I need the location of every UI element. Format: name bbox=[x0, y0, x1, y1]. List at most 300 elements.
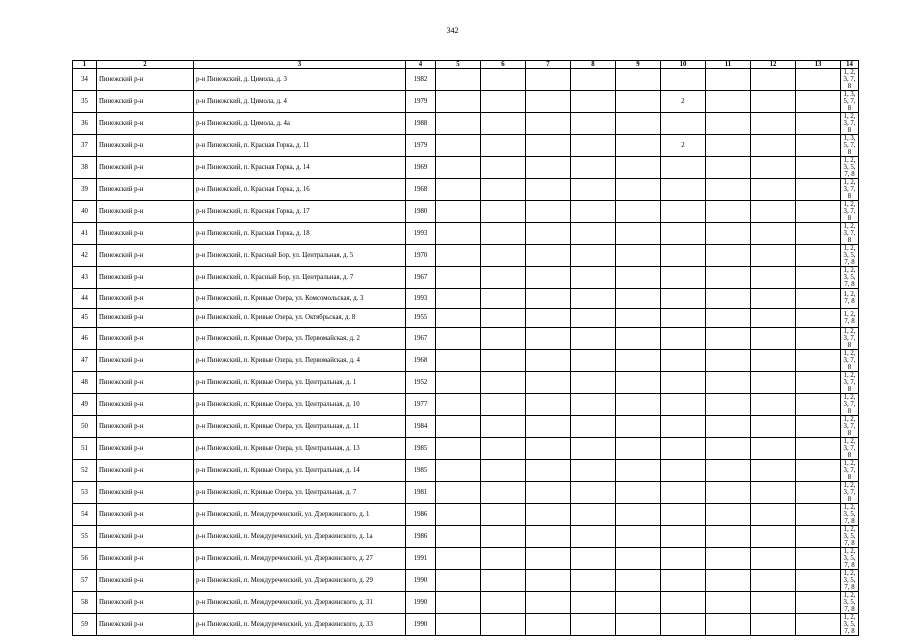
column-12-cell bbox=[751, 113, 796, 135]
column-12-cell bbox=[751, 526, 796, 548]
column-9-cell bbox=[616, 157, 661, 179]
column-7-cell bbox=[526, 372, 571, 394]
column-7-cell bbox=[526, 91, 571, 113]
year-cell: 1979 bbox=[406, 135, 436, 157]
column-10-cell bbox=[661, 482, 706, 504]
column-8-cell bbox=[571, 570, 616, 592]
address-cell: р-н Пинежский, п. Кривые Озера, ул. Центральная, д. 7 bbox=[194, 482, 406, 504]
column-8-cell bbox=[571, 113, 616, 135]
column-6-cell bbox=[481, 267, 526, 289]
column-12-cell bbox=[751, 245, 796, 267]
address-cell: р-н Пинежский, п. Красная Горка, д. 17 bbox=[194, 201, 406, 223]
district-cell: Пинежский р-н bbox=[97, 113, 194, 135]
column-13-cell bbox=[796, 460, 841, 482]
row-number: 37 bbox=[73, 135, 97, 157]
year-cell: 1955 bbox=[406, 308, 436, 328]
year-cell: 1993 bbox=[406, 289, 436, 309]
column-8-cell bbox=[571, 157, 616, 179]
address-cell: р-н Пинежский, д. Цимола, д. 4 bbox=[194, 91, 406, 113]
year-cell: 1967 bbox=[406, 267, 436, 289]
column-5-cell bbox=[436, 548, 481, 570]
column-7-cell bbox=[526, 179, 571, 201]
column-13-cell bbox=[796, 548, 841, 570]
column-13-cell bbox=[796, 91, 841, 113]
column-6-cell bbox=[481, 482, 526, 504]
row-number: 49 bbox=[73, 394, 97, 416]
column-10-cell bbox=[661, 201, 706, 223]
column-7-cell bbox=[526, 394, 571, 416]
address-cell: р-н Пинежский, п. Междуреченский, ул. Дзержинского, д. 1а bbox=[194, 526, 406, 548]
column-13-cell bbox=[796, 350, 841, 372]
table-row bbox=[73, 526, 859, 548]
row-number: 48 bbox=[73, 372, 97, 394]
column-10-cell bbox=[661, 614, 706, 636]
column-8-cell bbox=[571, 179, 616, 201]
column-header-10: 10 bbox=[661, 61, 706, 69]
table-row bbox=[73, 350, 859, 372]
column-7-cell bbox=[526, 416, 571, 438]
district-cell: Пинежский р-н bbox=[97, 460, 194, 482]
column-7-cell bbox=[526, 438, 571, 460]
column-12-cell bbox=[751, 179, 796, 201]
column-9-cell bbox=[616, 223, 661, 245]
column-11-cell bbox=[706, 157, 751, 179]
column-8-cell bbox=[571, 267, 616, 289]
column-6-cell bbox=[481, 289, 526, 309]
column-10-cell: 2 bbox=[661, 135, 706, 157]
column-11-cell bbox=[706, 526, 751, 548]
table-row bbox=[73, 267, 859, 289]
column-13-cell bbox=[796, 135, 841, 157]
column-8-cell bbox=[571, 135, 616, 157]
column-8-cell bbox=[571, 69, 616, 91]
column-13-cell bbox=[796, 526, 841, 548]
column-9-cell bbox=[616, 570, 661, 592]
column-7-cell bbox=[526, 328, 571, 350]
codes-cell: 1, 2, 3, 7, 8 bbox=[841, 223, 859, 245]
column-10-cell bbox=[661, 289, 706, 309]
year-cell: 1985 bbox=[406, 460, 436, 482]
column-6-cell bbox=[481, 245, 526, 267]
address-cell: р-н Пинежский, п. Междуреченский, ул. Дзержинского, д. 1 bbox=[194, 504, 406, 526]
year-cell: 1969 bbox=[406, 157, 436, 179]
year-cell: 1982 bbox=[406, 69, 436, 91]
column-10-cell bbox=[661, 113, 706, 135]
codes-cell: 1, 2, 3, 7, 8 bbox=[841, 350, 859, 372]
column-9-cell bbox=[616, 69, 661, 91]
row-number: 50 bbox=[73, 416, 97, 438]
column-12-cell bbox=[751, 438, 796, 460]
column-10-cell bbox=[661, 372, 706, 394]
column-8-cell bbox=[571, 394, 616, 416]
column-header-8: 8 bbox=[571, 61, 616, 69]
year-cell: 1986 bbox=[406, 504, 436, 526]
column-5-cell bbox=[436, 438, 481, 460]
table-row bbox=[73, 201, 859, 223]
column-11-cell bbox=[706, 289, 751, 309]
column-10-cell bbox=[661, 179, 706, 201]
column-9-cell bbox=[616, 201, 661, 223]
column-6-cell bbox=[481, 201, 526, 223]
address-cell: р-н Пинежский, п. Междуреченский, ул. Дзержинского, д. 27 bbox=[194, 548, 406, 570]
district-cell: Пинежский р-н bbox=[97, 308, 194, 328]
row-number: 57 bbox=[73, 570, 97, 592]
column-5-cell bbox=[436, 245, 481, 267]
column-13-cell bbox=[796, 267, 841, 289]
column-5-cell bbox=[436, 69, 481, 91]
column-5-cell bbox=[436, 179, 481, 201]
column-13-cell bbox=[796, 570, 841, 592]
column-6-cell bbox=[481, 504, 526, 526]
column-5-cell bbox=[436, 201, 481, 223]
district-cell: Пинежский р-н bbox=[97, 438, 194, 460]
column-6-cell bbox=[481, 394, 526, 416]
column-5-cell bbox=[436, 113, 481, 135]
column-8-cell bbox=[571, 289, 616, 309]
codes-cell: 1, 2, 3, 5, 7, 8 bbox=[841, 548, 859, 570]
column-9-cell bbox=[616, 328, 661, 350]
codes-cell: 1, 2, 3, 7, 8 bbox=[841, 69, 859, 91]
column-12-cell bbox=[751, 614, 796, 636]
column-12-cell bbox=[751, 548, 796, 570]
year-cell: 1985 bbox=[406, 438, 436, 460]
column-9-cell bbox=[616, 548, 661, 570]
row-number: 44 bbox=[73, 289, 97, 309]
year-cell: 1977 bbox=[406, 394, 436, 416]
column-12-cell bbox=[751, 460, 796, 482]
column-6-cell bbox=[481, 548, 526, 570]
row-number: 36 bbox=[73, 113, 97, 135]
column-9-cell bbox=[616, 135, 661, 157]
codes-cell: 1, 3, 5, 7, 8 bbox=[841, 91, 859, 113]
codes-cell: 1, 3, 5, 7, 8 bbox=[841, 135, 859, 157]
column-13-cell bbox=[796, 245, 841, 267]
row-number: 40 bbox=[73, 201, 97, 223]
column-header-1: 1 bbox=[73, 61, 97, 69]
table-row bbox=[73, 372, 859, 394]
address-cell: р-н Пинежский, п. Кривые Озера, ул. Первомайская, д. 4 bbox=[194, 350, 406, 372]
column-13-cell bbox=[796, 504, 841, 526]
column-13-cell bbox=[796, 416, 841, 438]
column-7-cell bbox=[526, 113, 571, 135]
codes-cell: 1, 2, 3, 7, 8 bbox=[841, 438, 859, 460]
column-10-cell bbox=[661, 416, 706, 438]
column-6-cell bbox=[481, 179, 526, 201]
column-11-cell bbox=[706, 350, 751, 372]
column-10-cell bbox=[661, 504, 706, 526]
district-cell: Пинежский р-н bbox=[97, 328, 194, 350]
column-11-cell bbox=[706, 328, 751, 350]
column-5-cell bbox=[436, 504, 481, 526]
column-8-cell bbox=[571, 328, 616, 350]
column-5-cell bbox=[436, 460, 481, 482]
column-6-cell bbox=[481, 438, 526, 460]
column-6-cell bbox=[481, 135, 526, 157]
column-7-cell bbox=[526, 69, 571, 91]
codes-cell: 1, 2, 3, 5, 7, 8 bbox=[841, 614, 859, 636]
column-11-cell bbox=[706, 308, 751, 328]
column-6-cell bbox=[481, 69, 526, 91]
column-header-14: 14 bbox=[841, 61, 859, 69]
district-cell: Пинежский р-н bbox=[97, 245, 194, 267]
row-number: 45 bbox=[73, 308, 97, 328]
column-9-cell bbox=[616, 372, 661, 394]
column-11-cell bbox=[706, 438, 751, 460]
column-11-cell bbox=[706, 394, 751, 416]
column-10-cell bbox=[661, 460, 706, 482]
column-8-cell bbox=[571, 504, 616, 526]
column-10-cell bbox=[661, 526, 706, 548]
column-13-cell bbox=[796, 372, 841, 394]
column-10-cell bbox=[661, 570, 706, 592]
row-number: 34 bbox=[73, 69, 97, 91]
column-10-cell bbox=[661, 69, 706, 91]
address-cell: р-н Пинежский, п. Кривые Озера, ул. Центральная, д. 11 bbox=[194, 416, 406, 438]
column-10-cell bbox=[661, 548, 706, 570]
column-9-cell bbox=[616, 113, 661, 135]
district-cell: Пинежский р-н bbox=[97, 592, 194, 614]
district-cell: Пинежский р-н bbox=[97, 267, 194, 289]
column-12-cell bbox=[751, 289, 796, 309]
column-11-cell bbox=[706, 460, 751, 482]
column-9-cell bbox=[616, 179, 661, 201]
column-8-cell bbox=[571, 223, 616, 245]
row-number: 53 bbox=[73, 482, 97, 504]
column-9-cell bbox=[616, 614, 661, 636]
codes-cell: 1, 2, 7, 8 bbox=[841, 289, 859, 309]
header-row bbox=[73, 61, 859, 69]
column-7-cell bbox=[526, 223, 571, 245]
column-7-cell bbox=[526, 350, 571, 372]
table-row bbox=[73, 460, 859, 482]
table-row bbox=[73, 113, 859, 135]
column-12-cell bbox=[751, 91, 796, 113]
column-9-cell bbox=[616, 308, 661, 328]
column-13-cell bbox=[796, 328, 841, 350]
column-11-cell bbox=[706, 416, 751, 438]
column-11-cell bbox=[706, 592, 751, 614]
column-12-cell bbox=[751, 416, 796, 438]
column-10-cell bbox=[661, 267, 706, 289]
column-12-cell bbox=[751, 267, 796, 289]
column-7-cell bbox=[526, 201, 571, 223]
address-cell: р-н Пинежский, п. Междуреченский, ул. Дзержинского, д. 31 bbox=[194, 592, 406, 614]
year-cell: 1986 bbox=[406, 526, 436, 548]
column-9-cell bbox=[616, 460, 661, 482]
address-cell: р-н Пинежский, п. Междуреченский, ул. Дзержинского, д. 33 bbox=[194, 614, 406, 636]
district-cell: Пинежский р-н bbox=[97, 201, 194, 223]
column-11-cell bbox=[706, 570, 751, 592]
table-row bbox=[73, 416, 859, 438]
column-6-cell bbox=[481, 372, 526, 394]
address-cell: р-н Пинежский, п. Красный Бор, ул. Центральная, д. 5 bbox=[194, 245, 406, 267]
column-7-cell bbox=[526, 548, 571, 570]
column-7-cell bbox=[526, 614, 571, 636]
codes-cell: 1, 2, 3, 5, 7, 8 bbox=[841, 526, 859, 548]
table-row bbox=[73, 482, 859, 504]
district-cell: Пинежский р-н bbox=[97, 289, 194, 309]
address-cell: р-н Пинежский, п. Кривые Озера, ул. Центральная, д. 13 bbox=[194, 438, 406, 460]
codes-cell: 1, 2, 7, 8 bbox=[841, 308, 859, 328]
table-row bbox=[73, 289, 859, 309]
codes-cell: 1, 2, 3, 7, 8 bbox=[841, 416, 859, 438]
column-13-cell bbox=[796, 223, 841, 245]
column-6-cell bbox=[481, 328, 526, 350]
column-5-cell bbox=[436, 526, 481, 548]
column-13-cell bbox=[796, 592, 841, 614]
table-row bbox=[73, 223, 859, 245]
district-cell: Пинежский р-н bbox=[97, 416, 194, 438]
codes-cell: 1, 2, 3, 7, 8 bbox=[841, 460, 859, 482]
column-5-cell bbox=[436, 614, 481, 636]
column-12-cell bbox=[751, 157, 796, 179]
table-row bbox=[73, 570, 859, 592]
column-8-cell bbox=[571, 245, 616, 267]
column-7-cell bbox=[526, 245, 571, 267]
column-5-cell bbox=[436, 394, 481, 416]
year-cell: 1981 bbox=[406, 482, 436, 504]
district-cell: Пинежский р-н bbox=[97, 179, 194, 201]
address-cell: р-н Пинежский, п. Красная Горка, д. 16 bbox=[194, 179, 406, 201]
codes-cell: 1, 2, 3, 7, 8 bbox=[841, 113, 859, 135]
column-11-cell bbox=[706, 201, 751, 223]
address-cell: р-н Пинежский, п. Междуреченский, ул. Дзержинского, д. 29 bbox=[194, 570, 406, 592]
codes-cell: 1, 2, 3, 5, 7, 8 bbox=[841, 267, 859, 289]
column-12-cell bbox=[751, 328, 796, 350]
column-5-cell bbox=[436, 91, 481, 113]
district-cell: Пинежский р-н bbox=[97, 614, 194, 636]
column-5-cell bbox=[436, 223, 481, 245]
column-header-12: 12 bbox=[751, 61, 796, 69]
column-13-cell bbox=[796, 179, 841, 201]
column-8-cell bbox=[571, 350, 616, 372]
column-7-cell bbox=[526, 504, 571, 526]
row-number: 41 bbox=[73, 223, 97, 245]
column-header-9: 9 bbox=[616, 61, 661, 69]
column-5-cell bbox=[436, 289, 481, 309]
column-6-cell bbox=[481, 113, 526, 135]
column-13-cell bbox=[796, 289, 841, 309]
row-number: 39 bbox=[73, 179, 97, 201]
column-11-cell bbox=[706, 91, 751, 113]
column-7-cell bbox=[526, 570, 571, 592]
column-10-cell bbox=[661, 438, 706, 460]
column-5-cell bbox=[436, 328, 481, 350]
codes-cell: 1, 2, 3, 5, 7, 8 bbox=[841, 245, 859, 267]
district-cell: Пинежский р-н bbox=[97, 482, 194, 504]
column-8-cell bbox=[571, 460, 616, 482]
column-13-cell bbox=[796, 308, 841, 328]
year-cell: 1984 bbox=[406, 416, 436, 438]
column-header-3: 3 bbox=[194, 61, 406, 69]
column-11-cell bbox=[706, 135, 751, 157]
column-7-cell bbox=[526, 592, 571, 614]
column-10-cell bbox=[661, 308, 706, 328]
row-number: 51 bbox=[73, 438, 97, 460]
address-cell: р-н Пинежский, п. Кривые Озера, ул. Центральная, д. 10 bbox=[194, 394, 406, 416]
table-row bbox=[73, 438, 859, 460]
column-header-4: 4 bbox=[406, 61, 436, 69]
column-9-cell bbox=[616, 526, 661, 548]
column-5-cell bbox=[436, 308, 481, 328]
column-13-cell bbox=[796, 438, 841, 460]
column-10-cell bbox=[661, 245, 706, 267]
column-6-cell bbox=[481, 614, 526, 636]
address-cell: р-н Пинежский, п. Красная Горка, д. 18 bbox=[194, 223, 406, 245]
table-body bbox=[73, 69, 859, 636]
column-5-cell bbox=[436, 267, 481, 289]
district-cell: Пинежский р-н bbox=[97, 223, 194, 245]
column-13-cell bbox=[796, 157, 841, 179]
column-12-cell bbox=[751, 482, 796, 504]
address-cell: р-н Пинежский, п. Кривые Озера, ул. Первомайская, д. 2 bbox=[194, 328, 406, 350]
column-11-cell bbox=[706, 179, 751, 201]
year-cell: 1980 bbox=[406, 201, 436, 223]
district-cell: Пинежский р-н bbox=[97, 69, 194, 91]
column-7-cell bbox=[526, 135, 571, 157]
page-number: 342 bbox=[446, 26, 459, 35]
column-9-cell bbox=[616, 504, 661, 526]
column-10-cell: 2 bbox=[661, 91, 706, 113]
column-10-cell bbox=[661, 394, 706, 416]
district-cell: Пинежский р-н bbox=[97, 504, 194, 526]
row-number: 35 bbox=[73, 91, 97, 113]
column-6-cell bbox=[481, 223, 526, 245]
year-cell: 1993 bbox=[406, 223, 436, 245]
column-8-cell bbox=[571, 372, 616, 394]
column-7-cell bbox=[526, 267, 571, 289]
column-5-cell bbox=[436, 157, 481, 179]
column-header-7: 7 bbox=[526, 61, 571, 69]
column-11-cell bbox=[706, 69, 751, 91]
table-row bbox=[73, 91, 859, 113]
codes-cell: 1, 2, 3, 7, 8 bbox=[841, 394, 859, 416]
column-12-cell bbox=[751, 504, 796, 526]
column-11-cell bbox=[706, 372, 751, 394]
column-9-cell bbox=[616, 350, 661, 372]
column-header-5: 5 bbox=[436, 61, 481, 69]
table-row bbox=[73, 135, 859, 157]
column-8-cell bbox=[571, 548, 616, 570]
column-6-cell bbox=[481, 308, 526, 328]
column-8-cell bbox=[571, 201, 616, 223]
column-12-cell bbox=[751, 308, 796, 328]
column-12-cell bbox=[751, 69, 796, 91]
codes-cell: 1, 2, 3, 5, 7, 8 bbox=[841, 592, 859, 614]
column-7-cell bbox=[526, 308, 571, 328]
column-9-cell bbox=[616, 438, 661, 460]
column-6-cell bbox=[481, 570, 526, 592]
table-row bbox=[73, 245, 859, 267]
column-11-cell bbox=[706, 223, 751, 245]
column-header-13: 13 bbox=[796, 61, 841, 69]
column-13-cell bbox=[796, 201, 841, 223]
codes-cell: 1, 2, 3, 7, 8 bbox=[841, 328, 859, 350]
column-6-cell bbox=[481, 416, 526, 438]
district-cell: Пинежский р-н bbox=[97, 135, 194, 157]
column-7-cell bbox=[526, 460, 571, 482]
column-12-cell bbox=[751, 350, 796, 372]
column-11-cell bbox=[706, 504, 751, 526]
codes-cell: 1, 2, 3, 5, 7, 8 bbox=[841, 504, 859, 526]
column-9-cell bbox=[616, 394, 661, 416]
column-12-cell bbox=[751, 570, 796, 592]
table-row bbox=[73, 614, 859, 636]
column-13-cell bbox=[796, 482, 841, 504]
column-13-cell bbox=[796, 614, 841, 636]
column-9-cell bbox=[616, 267, 661, 289]
column-8-cell bbox=[571, 308, 616, 328]
